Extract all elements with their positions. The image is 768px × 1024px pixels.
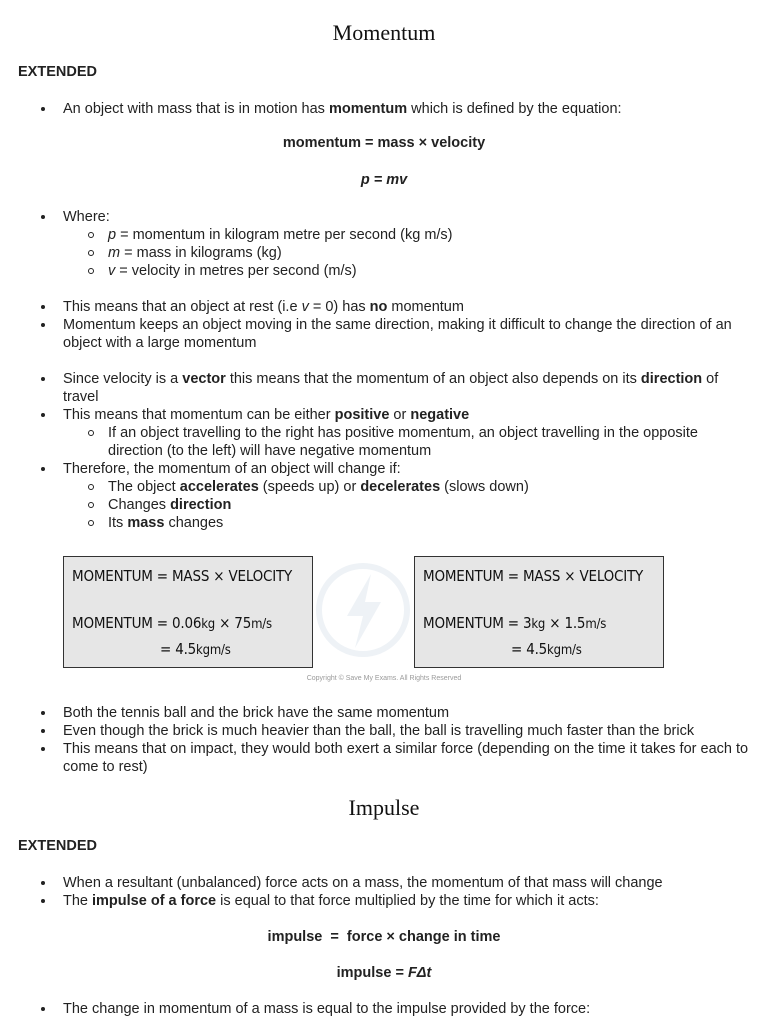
list-item: Momentum keeps an object moving in the same direction, making it difficult to change the direction of an object with a large momentum bbox=[63, 316, 753, 352]
symbol: v bbox=[108, 263, 116, 279]
text-span: = 4.5 bbox=[511, 640, 548, 658]
bold-term: momentum bbox=[328, 101, 408, 117]
symbol: m bbox=[108, 245, 121, 261]
list-item bbox=[63, 100, 753, 118]
text-span: MOMENTUM = 3 bbox=[423, 614, 532, 632]
text-span: or bbox=[389, 407, 411, 423]
bold-term: no bbox=[369, 299, 388, 315]
bold-term: mass bbox=[127, 515, 165, 531]
text-span: (speeds up) or bbox=[258, 479, 361, 495]
text-span: = 0) has bbox=[308, 299, 370, 315]
text-span: × 1.5 bbox=[545, 614, 586, 632]
unit: kg bbox=[201, 617, 216, 632]
list-item bbox=[63, 298, 753, 316]
text-span: This means that an object at rest (i.e bbox=[63, 299, 302, 315]
text-span: × 75 bbox=[215, 614, 252, 632]
momentum-box-tennis-ball bbox=[63, 556, 313, 668]
text-span: = mass in kilograms (kg) bbox=[120, 245, 282, 261]
text-span: momentum bbox=[387, 299, 464, 315]
text-span: MOMENTUM = 0.06 bbox=[72, 614, 202, 632]
list-item: When a resultant (unbalanced) force acts on a mass, the momentum of that mass will change bbox=[63, 874, 753, 892]
bold-term: impulse of a force bbox=[92, 893, 217, 909]
watermark-logo-icon bbox=[313, 560, 413, 660]
list-item bbox=[63, 370, 753, 406]
text-span: (slows down) bbox=[440, 479, 529, 495]
symbol: p bbox=[108, 227, 117, 243]
sub-list-item bbox=[108, 226, 753, 244]
sub-list-item bbox=[108, 496, 753, 514]
sub-list-item bbox=[108, 244, 753, 262]
text-span: changes bbox=[164, 515, 224, 531]
list-item: Therefore, the momentum of an object will change if: bbox=[63, 460, 753, 478]
box-substitution bbox=[72, 614, 272, 632]
box-formula: MOMENTUM = MASS × VELOCITY bbox=[423, 567, 644, 585]
symbol: FΔt bbox=[407, 965, 432, 981]
symbol: v bbox=[301, 299, 309, 315]
box-substitution bbox=[423, 614, 606, 632]
text-span: An object with mass that is in motion has bbox=[63, 101, 329, 117]
list-item bbox=[63, 892, 753, 910]
sub-list-item bbox=[108, 514, 753, 532]
list-item bbox=[63, 406, 753, 424]
equation-words: momentum = mass × velocity bbox=[282, 135, 486, 151]
extended-label: EXTENDED bbox=[18, 64, 97, 80]
sub-list-item bbox=[108, 262, 753, 280]
text-span: This means that momentum can be either bbox=[63, 407, 335, 423]
bold-term: accelerates bbox=[179, 479, 259, 495]
unit: kgm/s bbox=[547, 643, 582, 658]
unit: m/s bbox=[251, 617, 272, 632]
text-span: The object bbox=[108, 479, 180, 495]
box-formula: MOMENTUM = MASS × VELOCITY bbox=[72, 567, 293, 585]
bold-term: decelerates bbox=[360, 479, 441, 495]
text-span: Since velocity is a bbox=[63, 371, 183, 387]
text-span: is equal to that force multiplied by the time for which it acts: bbox=[216, 893, 599, 909]
impulse-equation-symbols bbox=[0, 965, 768, 981]
extended-label: EXTENDED bbox=[18, 838, 97, 854]
copyright-notice: Copyright © Save My Exams. All Rights Reserved bbox=[306, 675, 462, 682]
text-span: Changes bbox=[108, 497, 171, 513]
list-item: The change in momentum of a mass is equal to the impulse provided by the force: bbox=[63, 1000, 753, 1018]
unit: kg bbox=[531, 617, 546, 632]
unit: kgm/s bbox=[196, 643, 231, 658]
text-span: impulse = bbox=[336, 965, 408, 981]
list-item: This means that on impact, they would both exert a similar force (depending on the time it takes for each to come to rest) bbox=[63, 740, 753, 776]
page-title: Momentum bbox=[332, 20, 436, 45]
sub-list-item bbox=[108, 478, 753, 496]
sub-list-item: If an object travelling to the right has positive momentum, an object travelling in the opposite direction (to the left) will have negative momentum bbox=[108, 424, 753, 460]
text-span: which is defined by the equation: bbox=[407, 101, 622, 117]
bold-term: negative bbox=[410, 407, 470, 423]
list-item: Where: bbox=[63, 208, 753, 226]
bold-term: direction bbox=[170, 497, 232, 513]
momentum-box-brick bbox=[414, 556, 664, 668]
text-span: = velocity in metres per second (m/s) bbox=[115, 263, 357, 279]
bold-term: positive bbox=[334, 407, 390, 423]
text-span: The bbox=[63, 893, 93, 909]
bold-term: vector bbox=[182, 371, 226, 387]
list-item: Even though the brick is much heavier than the ball, the ball is travelling much faster than the brick bbox=[63, 722, 753, 740]
equation-symbols: p = mv bbox=[360, 172, 408, 188]
text-span: = 4.5 bbox=[160, 640, 197, 658]
bold-term: direction bbox=[640, 371, 703, 387]
unit: m/s bbox=[585, 617, 607, 632]
impulse-equation-words: impulse = force × change in time bbox=[267, 929, 501, 945]
text-span: this means that the momentum of an object also depends on its bbox=[225, 371, 641, 387]
text-span: of travel bbox=[63, 371, 719, 405]
section-title: Impulse bbox=[348, 795, 420, 820]
list-item: Both the tennis ball and the brick have the same momentum bbox=[63, 704, 753, 722]
text-span: Its bbox=[108, 515, 128, 531]
box-result bbox=[160, 640, 231, 658]
box-result bbox=[511, 640, 582, 658]
text-span: = momentum in kilogram metre per second (kg m/s) bbox=[116, 227, 453, 243]
